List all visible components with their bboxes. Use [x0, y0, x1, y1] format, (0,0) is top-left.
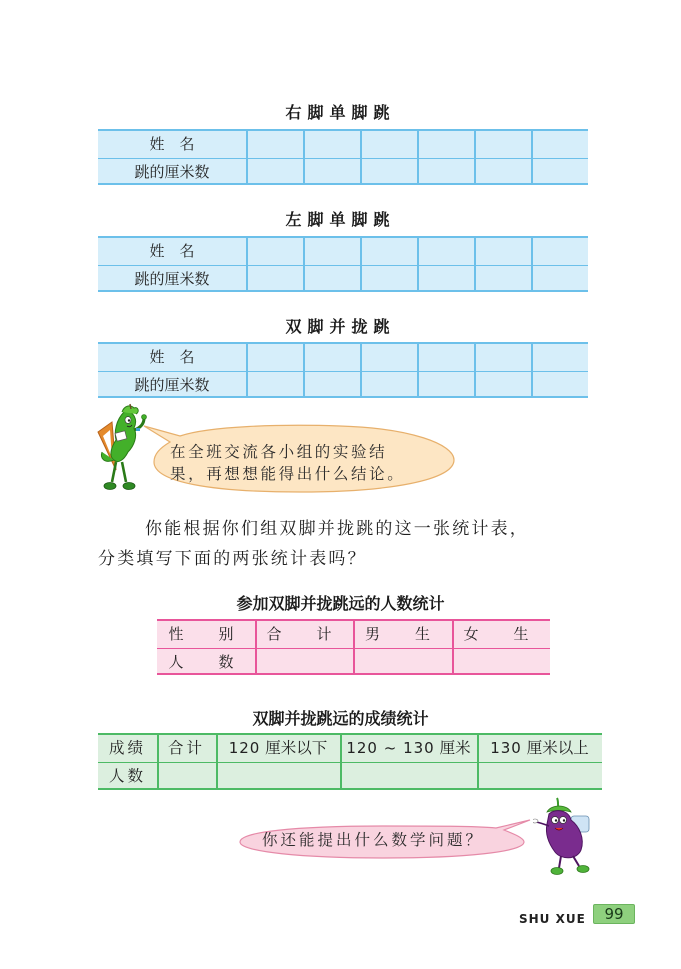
page-number-badge: 99: [593, 904, 635, 924]
table-title-gender-count: 参加双脚并拢跳远的人数统计: [236, 594, 445, 613]
header-below-120-num: 120: [228, 739, 261, 757]
table-right-foot-hop: [98, 129, 588, 185]
row-label-distance: 跳的厘米数: [134, 270, 210, 288]
header-120-130: [340, 735, 477, 762]
table-row-distance: [98, 265, 588, 292]
footer-subject-label: SHU XUE: [519, 912, 586, 926]
row-label-name: 姓 名: [149, 242, 195, 260]
table-row-count: [98, 762, 602, 789]
header-above-130-unit: 厘米以上: [521, 739, 589, 757]
row-label-distance: 跳的厘米数: [134, 163, 210, 181]
bubble-bottom-text: 你还能提出什么数学问题？: [262, 831, 485, 849]
header-score: 成绩: [108, 739, 146, 757]
table-left-foot-hop: [98, 236, 588, 292]
table-title-right-foot: 右脚单脚跳: [285, 103, 396, 122]
header-gender: 性 别: [168, 625, 244, 643]
table-score-stats: [98, 733, 602, 790]
question-line-1: 你能根据你们组双脚并拢跳的这一张统计表，: [145, 519, 529, 539]
table-title-score-stats: 双脚并拢跳远的成绩统计: [252, 709, 429, 728]
bubble-top-line-2: 果，再想想能得出什么结论。: [170, 465, 406, 483]
header-total: 合计: [167, 739, 205, 757]
row-label-name: 姓 名: [149, 348, 195, 366]
row-label-count: 人数: [108, 767, 146, 785]
table-row-name: [98, 131, 588, 158]
header-girls: 女 生: [463, 625, 539, 643]
table-row-distance: [98, 158, 588, 185]
table-both-feet-jump: [98, 342, 588, 398]
question-line-2: 分类填写下面的两张统计表吗？: [98, 549, 367, 569]
table-row-name: [98, 344, 588, 371]
table-header-row: [98, 735, 602, 762]
header-total: 合 计: [266, 625, 342, 643]
header-below-120: [216, 735, 340, 762]
header-120-130-num: 120 ~ 130: [346, 739, 435, 757]
table-title-both-feet: 双脚并拢跳: [285, 317, 396, 336]
table-row-name: [98, 238, 588, 265]
table-row-distance: [98, 371, 588, 398]
header-120-130-unit: 厘米: [434, 739, 471, 757]
eggplant-mascot-icon: [533, 794, 613, 878]
bubble-top-line-1: 在全班交流各小组的实验结: [170, 443, 388, 461]
row-label-name: 姓 名: [149, 135, 195, 153]
table-gender-count: [157, 619, 550, 675]
table-title-left-foot: 左脚单脚跳: [285, 210, 396, 229]
header-above-130-num: 130: [490, 739, 522, 757]
row-label-count: 人 数: [168, 653, 244, 671]
row-label-distance: 跳的厘米数: [134, 376, 210, 394]
header-above-130: [477, 735, 602, 762]
header-below-120-unit: 厘米以下: [260, 739, 328, 757]
header-boys: 男 生: [364, 625, 440, 643]
